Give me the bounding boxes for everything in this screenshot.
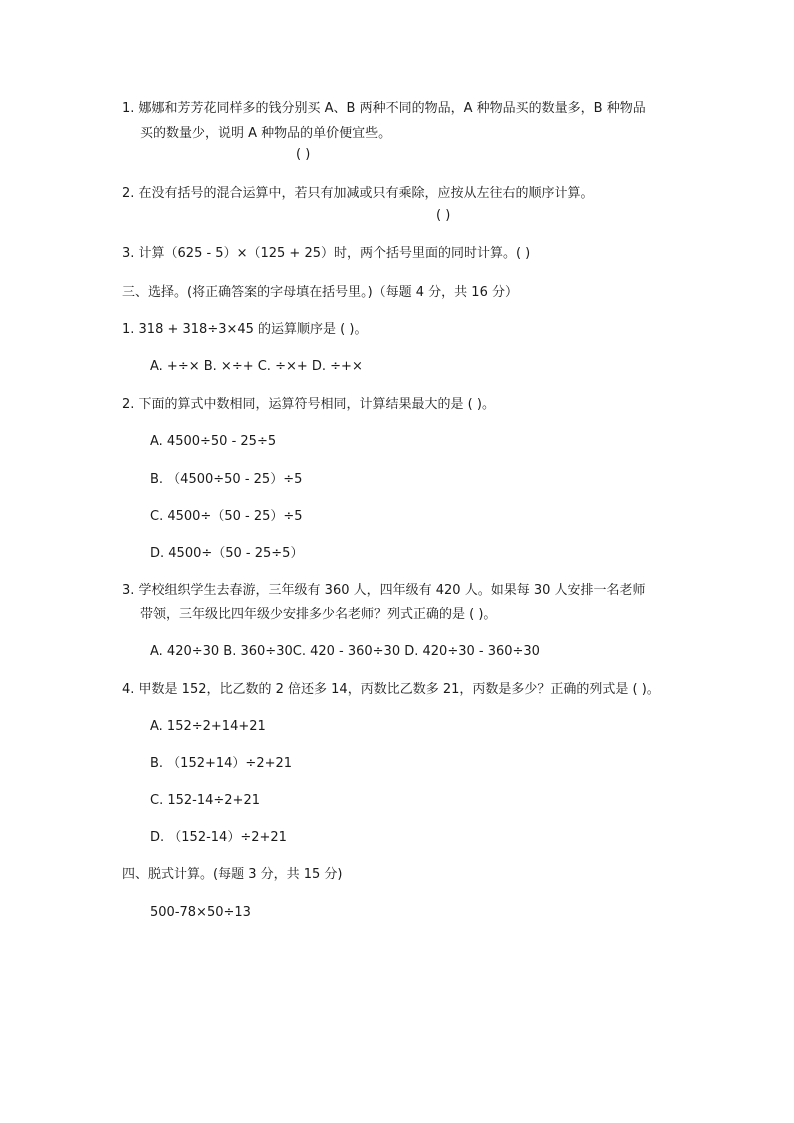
choice-q4-option-b[interactable]: B. （152+14）÷2+21 (150, 756, 293, 771)
judge-q3-line1: 3. 计算（625 - 5）×（125 + 25）时，两个括号里面的同时计算。( ) (122, 246, 531, 261)
choice-q2-stem: 2. 下面的算式中数相同，运算符号相同，计算结果最大的是 ( )。 (122, 397, 495, 412)
choice-section-heading: 三、选择。(将正确答案的字母填在括号里。)（每题 4 分，共 16 分） (122, 285, 518, 300)
judge-q1-bracket[interactable]: ( ) (296, 147, 311, 162)
choice-q2-option-c[interactable]: C. 4500÷（50 - 25）÷5 (150, 509, 303, 524)
choice-q2-option-d[interactable]: D. 4500÷（50 - 25÷5） (150, 546, 304, 561)
choice-q2-option-a[interactable]: A. 4500÷50 - 25÷5 (150, 434, 277, 449)
judge-q2-line1: 2. 在没有括号的混合运算中，若只有加减或只有乘除，应按从左往右的顺序计算。 (122, 186, 594, 201)
judge-q1-line2: 买的数量少，说明 A 种物品的单价便宜些。 (140, 126, 392, 141)
choice-q3-options[interactable]: A. 420÷30 B. 360÷30C. 420 - 360÷30 D. 420÷30 - 360÷30 (150, 644, 540, 659)
choice-q4-option-d[interactable]: D. （152-14）÷2+21 (150, 830, 287, 845)
judge-q1-line1: 1. 娜娜和芳芳花同样多的钱分别买 A、B 两种不同的物品，A 种物品买的数量多，B 种物品 (122, 101, 646, 116)
choice-q1-options[interactable]: A. +÷× B. ×÷+ C. ÷×+ D. ÷+× (150, 359, 363, 374)
calc-section-heading: 四、脱式计算。(每题 3 分，共 15 分) (122, 867, 343, 882)
choice-q3-line2: 带领，三年级比四年级少安排多少名老师？列式正确的是 ( )。 (140, 607, 497, 622)
choice-q3-line1: 3. 学校组织学生去春游，三年级有 360 人，四年级有 420 人。如果每 30 人安排一名老师 (122, 583, 646, 598)
choice-q4-option-c[interactable]: C. 152-14÷2+21 (150, 793, 260, 808)
choice-q1-stem: 1. 318 + 318÷3×45 的运算顺序是 ( )。 (122, 322, 368, 337)
calc-expression-1: 500-78×50÷13 (150, 905, 251, 920)
judge-q2-bracket[interactable]: ( ) (436, 208, 451, 223)
choice-q2-option-b[interactable]: B. （4500÷50 - 25）÷5 (150, 472, 303, 487)
choice-q4-stem: 4. 甲数是 152，比乙数的 2 倍还多 14，丙数比乙数多 21，丙数是多少？正确的列式是 ( )。 (122, 682, 660, 697)
choice-q4-option-a[interactable]: A. 152÷2+14+21 (150, 719, 266, 734)
